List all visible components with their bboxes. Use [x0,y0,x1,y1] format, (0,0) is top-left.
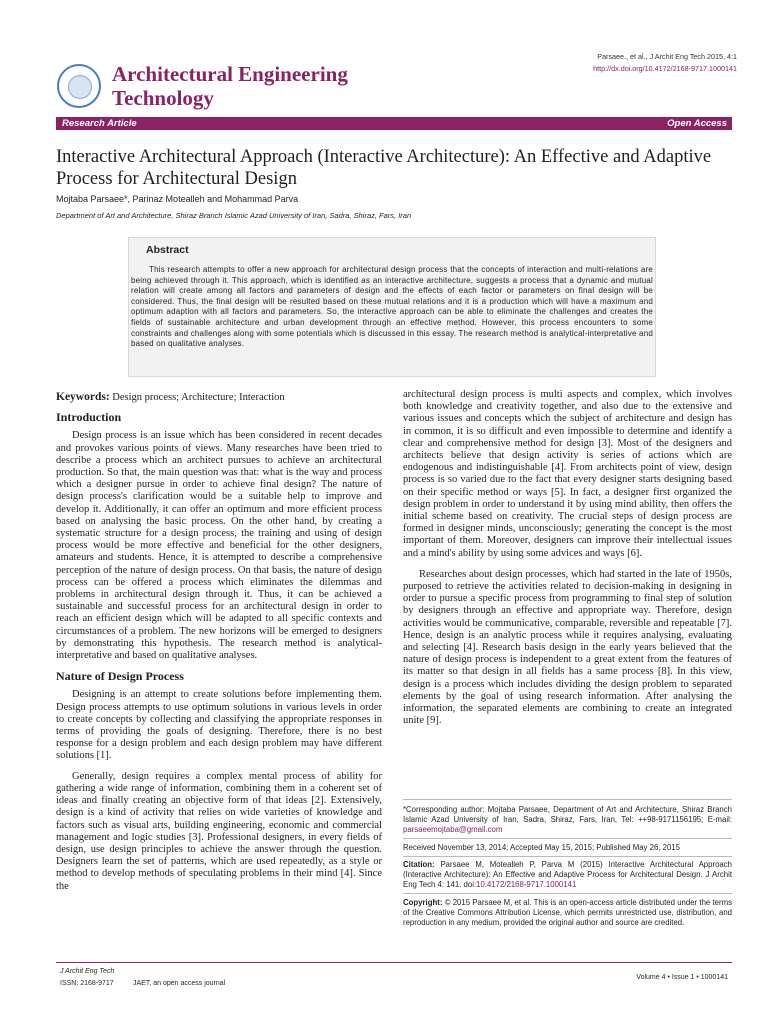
copyright-block [403,898,732,928]
received-dates: Received November 13, 2014; Accepted May 15, 2015; Published May 26, 2015 [403,843,680,852]
abstract-text: This research attempts to offer a new approach for architectural design process that the concepts of interaction and multi-relations are being achieved through it. This approach, which is identified as an interactive architecture, suggests a process that a dynamic and mutual relation will create among all factors and parameters of design and the effects of each factor or parameters on final design will be considered. Thus, the final design will be resulted based on these mutual relations and it is a production which will have a maximum and optimum adaption with all factors and parameters. So, the interactive approach can be able to eliminate the challenges and creates the fields of sustainable architecture and urban development through an effective method. However, this process encounters to some constraints and challenges along with some potentials which is discussed in this essay. The research method is analytical-interpretative and based on qualitative analyses. [131,265,653,349]
nature-paragraph-1: Designing is an attempt to create solutions before implementing them. Design process attempts to use optimum solutions in various levels in order to create concepts by collecting and classifying the appropriate responses in terms of providing the goals of designing. Therefore, there is no best response for a design problem and each design problem may have different solutions [1]. [56,689,382,762]
header-doi-link[interactable]: http://dx.doi.org/10.4172/2168-9717.1000141 [593,64,737,73]
right-column [403,389,732,727]
open-access-label: Open Access [667,118,727,129]
footer-issn: ISSN: 2168-9717 [60,980,114,987]
article-type-bar [56,117,732,130]
abstract-heading: Abstract [146,244,189,256]
journal-logo-icon [57,64,101,108]
keywords-text: Design process; Architecture; Interaction [112,392,285,403]
footer-journal-abbr: J Archit Eng Tech [60,968,115,975]
copyright-label: Copyright: [403,898,443,907]
author-affiliation: Department of Art and Architecture, Shiraz Branch Islamic Azad University of Iran, Sadra, Shiraz, Fars, Iran [56,211,412,220]
author-email-link[interactable]: parsaeemojtaba@gmail.com [403,825,503,834]
journal-name-line2: Technology [112,86,214,110]
journal-name-line1: Architectural Engineering [112,62,348,86]
nature-heading: Nature of Design Process [56,669,184,684]
footer-divider [56,962,732,963]
citation-block [403,860,732,890]
citation-text: Parsaee M, Motealleh P, Parva M (2015) Interactive Architectural Approach (Interactive Architecture): An Effective and Adaptive Process for Architectural Design. J Archit Eng Tech 4: 141. doi: [403,860,732,889]
corresponding-author [403,805,732,835]
citation-divider [403,856,732,857]
copyright-text: © 2015 Parsaee M, et al. This is an open-access article distributed under the terms of the Creative Commons Attribution License, which permits unrestricted use, distribution, and reproduction in any medium, provided the original author and source are credited. [403,898,732,927]
author-list: Mojtaba Parsaee*, Parinaz Motealleh and Mohammad Parva [56,194,299,204]
right-paragraph-2: Researches about design processes, which had started in the late of 1950s, purposed to retrieve the activities related to decision-making in designing in order to pursue a specific process from programming to final step of solution by designers through an effective and appropriate way. Therefore, design activities would be communicative, comparable, reversible and repeatable [7]. Hence, design is an analytic process while it requires analysing, evaluating and selecting [4]. Research basis design in the early years believed that the nature of design process is independent to a great extent from the features of its matter so that design in all fields has a same process [8]. In this view, design is a process which includes dividing the design problem to separated elements by the goal of using research information. After analysing the information, the separated elements are combining to create an integrated unite [9]. [403,568,732,727]
nature-paragraph-2: Generally, design requires a complex mental process of ability for gathering a wide range of information, combining them in a coherent set of ideas and finally creating an objective form of that ideas [2]. Extensively, design is a kind of activity that relies on wide varieties of knowledge and factors such as visual arts, building engineering, economic and commercial management and logic studies [3]. Professional designers, in every fields of design, use design principles to achieve the answer through the question. Designers learn the set of patterns, which are used repeatedly, as a style or method to develop methods of speculating problems in their mind [4]. Since the [56,770,382,892]
article-title: Interactive Architectural Approach (Interactive Architecture): An Effective and Adaptive Process for Architectural Design [56,147,712,189]
citation-label: Citation: [403,860,435,869]
footer-volume: Volume 4 • Issue 1 • 1000141 [636,974,728,981]
copyright-divider [403,893,732,894]
introduction-heading: Introduction [56,410,122,425]
keywords-label: Keywords: [56,391,110,403]
corresponding-author-text: *Corresponding author: Mojtaba Parsaee, Department of Art and Architecture, Shiraz Branch Islamic Azad University of Iran, Sadra, Shiraz, Fars, Iran, Tel: ++98-9171156195; E-mail: [403,805,732,824]
introduction-paragraph: Design process is an issue which has been considered in recent decades and provokes various points of views. Many researches have been tried to describe a process which an architect pursues to achieve an architectural production. So that, the main question was that: what is the way and process which a designer pursue in order to achieve final design? The nature of design process's clarification would be a suitable help to improve and develop it. Additionally, it can offer an optimum and more efficient process based on analysing the basic process. On the other hand, by creating a systematic structure for a design process, the training and using of design process would be more effective and beneficial for the other designers, amateurs and students. Hence, it is attempted to describe a comprehensive perception of the nature of design process. On that basis, the nature of design process can be offered a process which eliminates the dilemmas and problems in architectural design through it. Thus, it can be achieved a sustainable and successful process for an architectural design in order to reach an efficient design which will be adapted to all specific contexts and circumstances of a problem. The new horizons will be emerged to designers by demonstrating this hypothesis. The research method is analytical-interpretative and based on qualitative analyses. [56,430,382,662]
footer-journal-desc: JAET, an open access journal [133,980,226,987]
keywords-line [56,391,382,404]
header-citation: Parsaee., et al., J Archit Eng Tech 2015, 4:1 [597,52,737,61]
left-column [56,391,382,893]
citation-doi-link[interactable]: 10.4172/2168-9717.1000141 [476,880,577,889]
article-type-label: Research Article [62,118,137,129]
journal-name [112,62,348,110]
received-divider [403,838,732,839]
right-paragraph-1: architectural design process is multi aspects and complex, which involves both knowledge and creativity together, and also due to the extensive and various issues and concepts which the subject of architecture and design has in common, it is so difficult and even impossible to determine and identify a clear and comprehensive method for design [3]. Most of the designers and architects believe that design activity is series of actions which are endogenous and indistinguishable [4]. From architects point of view, design process is so varied due to the fact that every designer starts designing based on their specific method or ways [5]. In fact, a designer first organized the design problem in order to understand it by using mind ability, then offers the initial scheme based on creativity. The crucial steps of design process are formed in designer minds, unconsciously; generating the concept is the most important of them. Moreover, designers can improve their intellectual issues and a mind's ability by using some advices and ways [6]. [403,389,732,559]
correspondence-divider [403,799,732,800]
